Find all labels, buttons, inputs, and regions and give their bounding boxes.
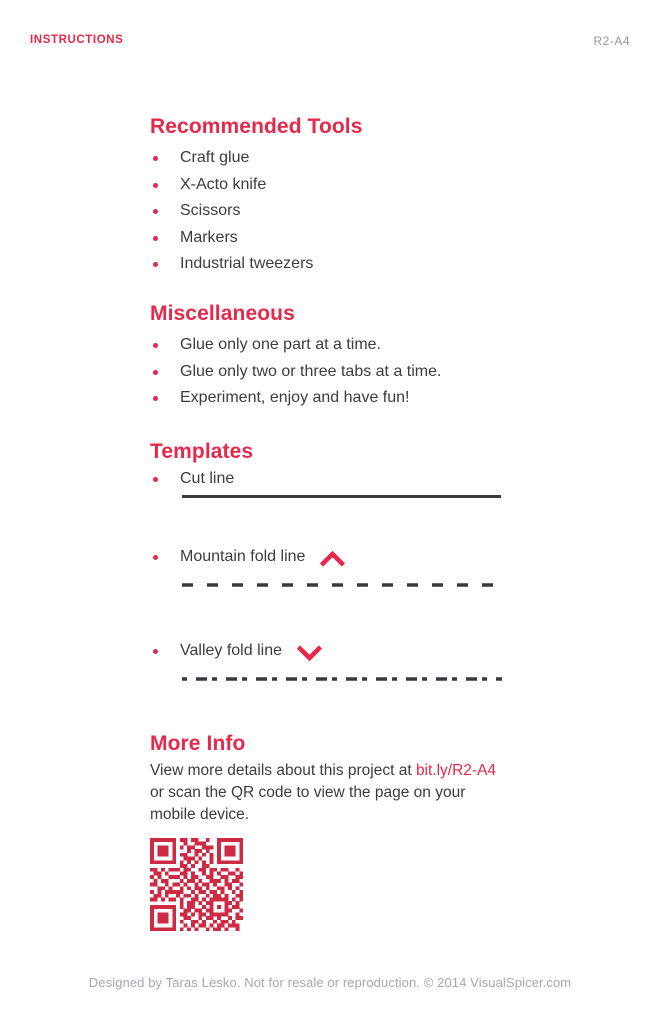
list-item-label: Craft glue [180, 149, 250, 166]
list-item-label: Experiment, enjoy and have fun! [180, 389, 410, 407]
list-item [150, 172, 515, 199]
list-item-label: Scissors [180, 202, 241, 220]
more-info-line1-text: View more details about this project at [150, 761, 416, 779]
bullet-icon [153, 396, 158, 401]
bullet-icon [153, 343, 158, 348]
bullet-icon [153, 649, 158, 654]
bullet-icon [153, 262, 158, 267]
more-info-line1 [150, 760, 515, 782]
section-title-more-info: More Info [150, 731, 246, 755]
legend-row-valley-fold [150, 638, 515, 686]
legend-label-row [150, 466, 515, 493]
section-title-templates: Templates [150, 439, 254, 463]
mountain-fold-line-sample [182, 574, 515, 592]
list-item [150, 198, 515, 225]
bullet-icon [153, 370, 158, 375]
section-title-recommended-tools: Recommended Tools [150, 115, 363, 138]
doc-title: INSTRUCTIONS [30, 34, 124, 46]
list-item [150, 385, 515, 412]
qr-code [150, 838, 515, 936]
list-item-label: Markers [180, 228, 238, 246]
template-legend [150, 466, 515, 686]
list-item-label: Glue only two or three tabs at a time. [180, 362, 442, 380]
section-title-miscellaneous: Miscellaneous [150, 301, 295, 325]
more-info-paragraph [150, 760, 515, 826]
bullet-icon [153, 555, 158, 560]
list-item [150, 225, 515, 252]
legend-label: Cut line [180, 469, 235, 487]
list-item-label: Industrial tweezers [180, 255, 314, 273]
chevron-up-icon [319, 551, 346, 567]
bullet-icon [153, 156, 158, 161]
content-column [150, 115, 515, 936]
list-item-label: X-Acto knife [180, 175, 267, 193]
bullet-icon [153, 236, 158, 241]
legend-label: Valley fold line [150, 638, 282, 665]
legend-label-row [150, 638, 515, 665]
list-item [150, 251, 515, 278]
legend-row-cut-line [150, 466, 515, 499]
chevron-down-icon [296, 645, 323, 661]
legend-label-row [150, 544, 515, 571]
legend-label: Mountain fold line [180, 548, 306, 566]
tools-list [150, 145, 515, 278]
footer-credit: Designed by Taras Lesko. Not for resale or reproduction. © 2014 VisualSpicer.com [88, 975, 572, 990]
cut-line-sample [182, 495, 515, 498]
project-link[interactable]: bit.ly/R2-A4 [415, 761, 497, 779]
more-info-line2: or scan the QR code to view the page on your mobile device. [150, 783, 466, 823]
bullet-icon [153, 209, 158, 214]
misc-list [150, 332, 515, 412]
valley-fold-line-sample [182, 668, 515, 686]
list-item [150, 359, 515, 386]
list-item [150, 332, 515, 359]
list-item-label: Glue only one part at a time. [180, 335, 381, 353]
doc-code: R2-A4 [593, 34, 630, 48]
bullet-icon [153, 183, 158, 188]
legend-row-mountain-fold [150, 544, 515, 592]
list-item [150, 145, 515, 172]
bullet-icon [153, 477, 158, 482]
